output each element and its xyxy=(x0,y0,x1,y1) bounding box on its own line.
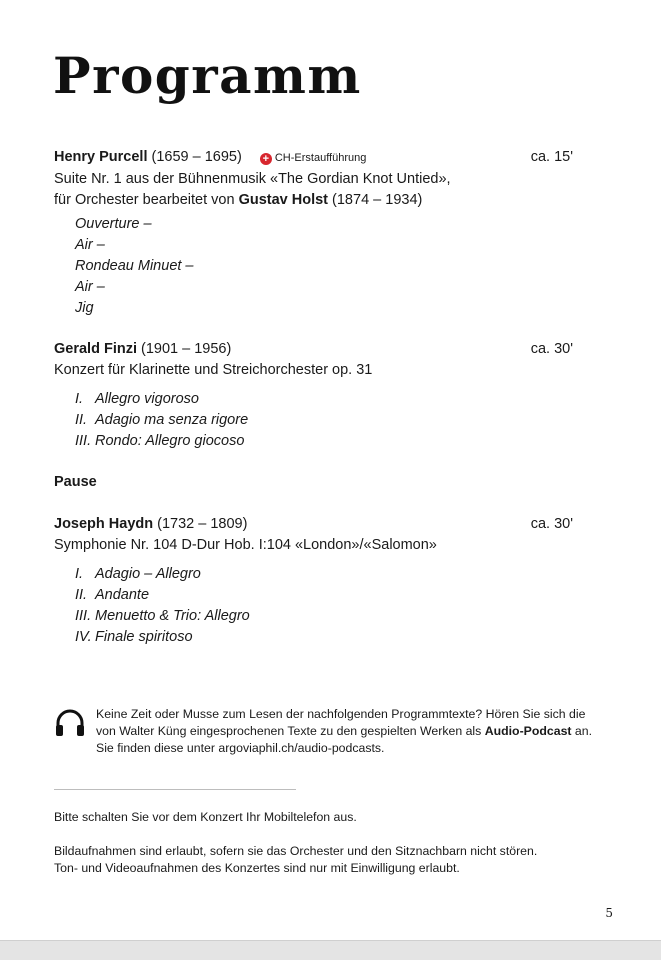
work-header xyxy=(54,514,573,535)
pause-label: Pause xyxy=(54,474,97,490)
podcast-bold: Audio-Podcast xyxy=(484,724,572,738)
composer-years: (1732 – 1809) xyxy=(157,516,248,532)
viewer-bottom-bar xyxy=(0,940,661,960)
work-title: Symphonie Nr. 104 D-Dur Hob. I:104 «London»/«Salomon» xyxy=(54,537,437,553)
composer-name: Joseph Haydn xyxy=(54,516,154,532)
composer-years: (1901 – 1956) xyxy=(141,341,232,357)
duration: ca. 30' xyxy=(530,341,573,357)
movement-number: II. xyxy=(75,587,88,603)
work-arrangement xyxy=(54,190,573,211)
movement: Air – xyxy=(75,279,105,295)
photo-note-line: Bildaufnahmen sind erlaubt, sofern sie das Orchester und den Sitznachbarn nicht stören. xyxy=(54,844,538,858)
work-purcell xyxy=(54,147,573,211)
movement xyxy=(75,389,248,410)
work-header xyxy=(54,147,573,169)
work-title: Suite Nr. 1 aus der Bühnenmusik «The Gordian Knot Untied», xyxy=(54,171,451,187)
movement: Ouverture – xyxy=(75,216,152,232)
movements-haydn xyxy=(75,564,250,648)
arranger-name: Gustav Holst xyxy=(238,192,329,208)
podcast-note xyxy=(54,706,594,757)
mobile-note: Bitte schalten Sie vor dem Konzert Ihr Mobiltelefon aus. xyxy=(54,810,357,824)
podcast-text xyxy=(96,706,594,757)
page-number: 5 xyxy=(605,906,613,920)
work-finzi xyxy=(54,339,573,381)
photo-note-line: Ton- und Videoaufnahmen des Konzertes sind nur mit Einwilligung erlaubt. xyxy=(54,861,460,875)
duration: ca. 15' xyxy=(530,149,573,165)
movement xyxy=(75,606,250,627)
arrangement-prefix: für Orchester bearbeitet von xyxy=(54,192,239,208)
work-title: Konzert für Klarinette und Streichorchester op. 31 xyxy=(54,362,373,378)
movement-title: Menuetto & Trio: Allegro xyxy=(95,608,250,624)
movement-title: Rondo: Allegro giocoso xyxy=(95,433,245,449)
movement xyxy=(75,627,250,648)
movement-title: Adagio – Allegro xyxy=(95,566,201,582)
movement-title: Allegro vigoroso xyxy=(95,391,199,407)
movements-finzi xyxy=(75,389,248,452)
movement-title: Andante xyxy=(95,587,150,603)
duration: ca. 30' xyxy=(530,516,573,532)
divider xyxy=(54,789,296,790)
movement-title: Finale spiritoso xyxy=(95,629,193,645)
movement xyxy=(75,410,248,431)
movement-number: IV. xyxy=(75,629,92,645)
swiss-cross-icon: + xyxy=(260,153,272,165)
movement: Air – xyxy=(75,237,105,253)
movement-title: Adagio ma senza rigore xyxy=(95,412,249,428)
arranger-years: (1874 – 1934) xyxy=(328,192,423,208)
movement xyxy=(75,564,250,585)
headphones-icon xyxy=(54,708,86,738)
podcast-text-part: an. Sie finden diese unter argoviaphil.ch/audio-podcasts. xyxy=(96,724,593,755)
photo-note xyxy=(54,843,614,877)
page-title: Programm xyxy=(53,46,362,105)
movements-purcell xyxy=(75,214,194,319)
movement-number: III. xyxy=(75,608,92,624)
composer-name: Gerald Finzi xyxy=(54,341,137,357)
movement: Rondeau Minuet – xyxy=(75,258,194,274)
premiere-badge-label: CH-Erstaufführung xyxy=(274,152,367,164)
movement-number: III. xyxy=(75,433,92,449)
composer-years: (1659 – 1695) xyxy=(151,149,242,165)
movement xyxy=(75,431,248,452)
work-header xyxy=(54,339,573,360)
movement-number: II. xyxy=(75,412,88,428)
premiere-badge xyxy=(260,152,367,164)
movement xyxy=(75,585,250,606)
composer-name: Henry Purcell xyxy=(54,149,148,165)
movement-number: I. xyxy=(75,566,84,582)
work-haydn xyxy=(54,514,573,556)
podcast-text-part: Keine Zeit oder Musse zum Lesen der nachfolgenden Programmtexte? Hören Sie sich die von Walter Küng eingesprochenen Texte zu den gespielten Werken als xyxy=(96,707,586,738)
movement-number: I. xyxy=(75,391,84,407)
movement: Jig xyxy=(75,300,94,316)
